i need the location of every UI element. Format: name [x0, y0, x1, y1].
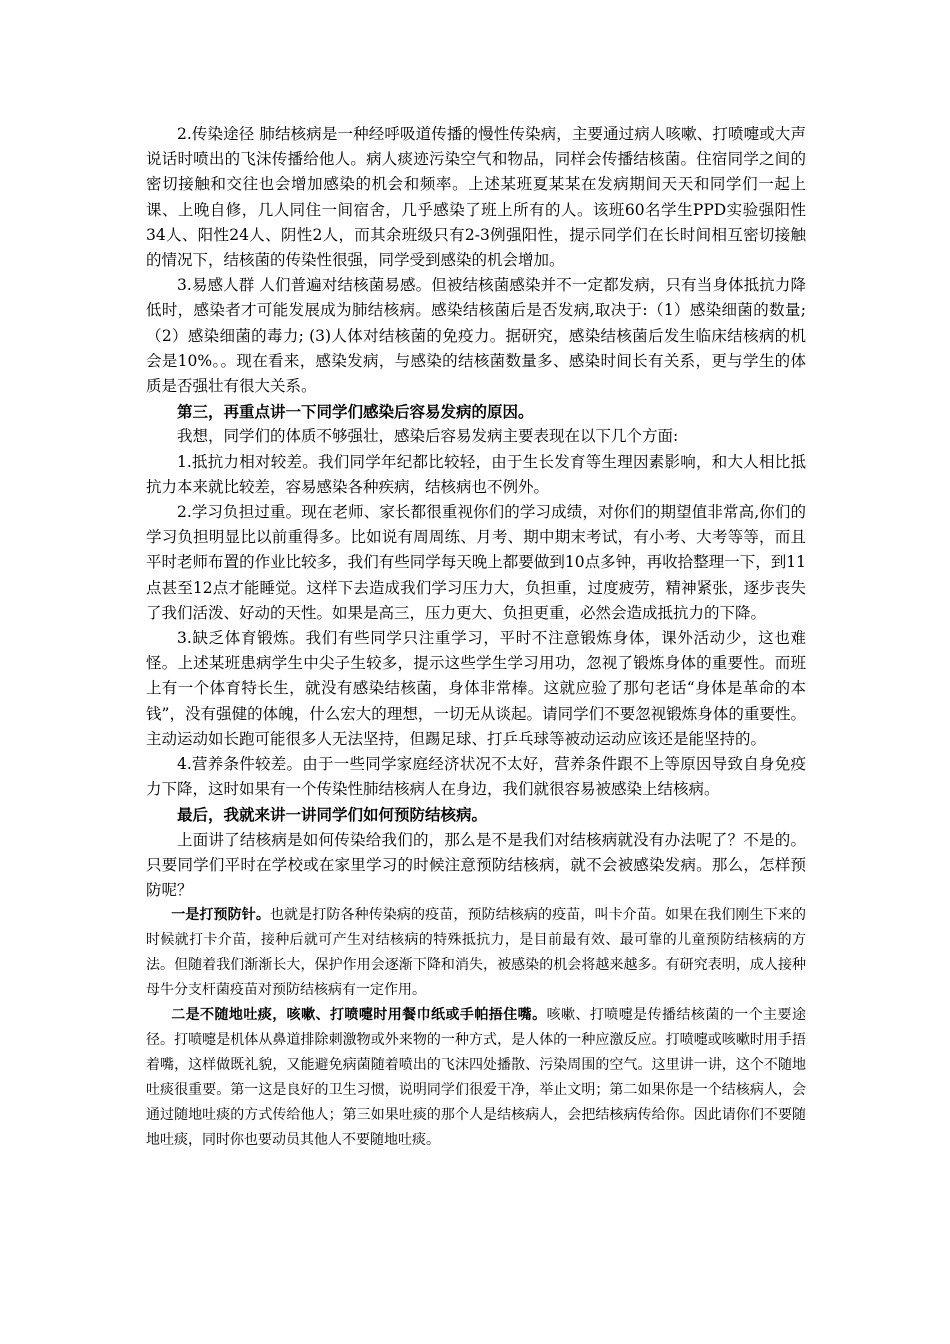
prevention-point-no-spitting — [146, 1003, 806, 1153]
section-heading-last: 最后，我就来讲一讲同学们如何预防结核病。 — [177, 805, 488, 825]
prevention-point-lead: 一是打预防针。 — [171, 907, 270, 924]
list-item-study-burden: 2.学习负担过重。现在老师、家长都很重视你们的学习成绩，对你们的期望值非常高,你们的学习负担明显比以前重得多。比如说有周周练、月考、期中期末考试，有小考、大考等等，而且平时老师布置的作业比较多，我们有些同学每天晚上都要做到10点多钟，再收拾整理一下，到11点甚至12点才能睡觉。这样下去造成我们学习压力大，负担重，过度疲劳，精神紧张，逐步丧失了我们活泼、好动的天性。如果是高三，压力更大、负担更重，必然会造成抵抗力的下降。 — [146, 503, 806, 622]
prevention-point-vaccine — [146, 903, 806, 1003]
paragraph-transmission-route: 2.传染途径 肺结核病是一种经呼吸道传播的慢性传染病，主要通过病人咳嗽、打喷嚏或大声说话时喷出的飞沫传播给他人。病人痰迹污染空气和物品，同样会传播结核菌。住宿同学之间的密切接触和交往也会增加感染的机会和频率。上述某班夏某某在发病期间天天和同学们一起上课、上晚自修，几人同住一间宿舍，几乎感染了班上所有的人。该班60名学生PPD实验强阳性34人、阳性24人、阴性2人，而其余班级只有2-3例强阳性，提示同学们在长时间相互密切接触的情况下，结核菌的传染性很强，同学受到感染的机会增加。 — [146, 125, 806, 270]
list-item-lack-exercise: 3.缺乏体育锻炼。我们有些同学只注重学习，平时不注意锻炼身体，课外活动少，这也难怪。上述某班患病学生中尖子生较多，提示这些学生学习用功，忽视了锻炼身体的重要性。而班上有一个体育特长生，就没有感染结核菌，身体非常棒。这就应验了那句老话“身体是革命的本钱”，没有强健的体魄，什么宏大的理想，一切无从谈起。请同学们不要忽视锻炼身体的重要性。主动运动如长跑可能很多人无法坚持，但踢足球、打乒乓球等被动运动应该还是能坚持的。 — [146, 629, 806, 748]
paragraph-susceptible-population: 3.易感人群 人们普遍对结核菌易感。但被结核菌感染并不一定都发病，只有当身体抵抗力降低时，感染者才可能发展成为肺结核病。感染结核菌后是否发病,取决于:（1）感染细菌的数量; （2）感染细菌的毒力; (3)人体对结核菌的免疫力。据研究，感染结核菌后发生临床结核病的机会是10%。。现在看来，感染发病，与感染的结核菌数量多、感染时间长有关系，更与学生的体质是否强壮有很大关系。 — [146, 276, 806, 396]
document-page — [146, 122, 806, 1153]
prevention-point-text: 咳嗽、打喷嚏是传播结核菌的一个主要途径。打喷嚏是机体从鼻道排除刺激物或外来物的一种方式，是人体的一种应激反应。打喷嚏或咳嗽时用手捂着嘴，这样做既礼貌，又能避免病菌随着喷出的飞沫四处播散、污染周围的空气。这里讲一讲，这个不随地吐痰很重要。第一这是良好的卫生习惯，说明同学们很爱干净，举止文明；第二如果你是一个结核病人，会通过随地吐痰的方式传给他人；第三如果吐痰的那个人是结核病人，会把结核病传给你。因此请你们不要随地吐痰，同时你也要动员其他人不要随地吐痰。 — [146, 1007, 806, 1149]
section-intro-third: 我想，同学们的体质不够强壮，感染后容易发病主要表现在以下几个方面: — [177, 427, 679, 446]
list-item-resistance: 1.抵抗力相对较差。我们同学年纪都比较轻，由于生长发育等生理因素影响，和大人相比抵抗力本来就比较差，容易感染各种疾病，结核病也不例外。 — [146, 452, 806, 496]
list-item-nutrition: 4.营养条件较差。由于一些同学家庭经济状况不太好，营养条件跟不上等原因导致自身免疫力下降，这时如果有一个传染性肺结核病人在身边，我们就很容易被感染上结核病。 — [146, 755, 806, 799]
prevention-point-lead: 二是不随地吐痰，咳嗽、打喷嚏时用餐巾纸或手帕捂住嘴。 — [171, 1007, 547, 1024]
section-intro-last: 上面讲了结核病是如何传染给我们的，那么是不是我们对结核病就没有办法呢了？不是的。只要同学们平时在学校或在家里学习的时候注意预防结核病，就不会被感染发病。那么，怎样预防呢？ — [146, 830, 806, 900]
prevention-point-text: 也就是打防各种传染病的疫苗，预防结核病的疫苗，叫卡介苗。如果在我们刚生下来的时候就打卡介苗，接种后就可产生对结核病的特殊抵抗力，是目前最有效、最可靠的儿童预防结核病的方法。但随着我们渐渐长大，保护作用会逐渐下降和消失，被感染的机会将越来越多。有研究表明，成人接种母牛分支杆菌疫苗对预防结核病有一定作用。 — [146, 907, 806, 999]
section-heading-third: 第三，再重点讲一下同学们感染后容易发病的原因。 — [177, 402, 534, 422]
